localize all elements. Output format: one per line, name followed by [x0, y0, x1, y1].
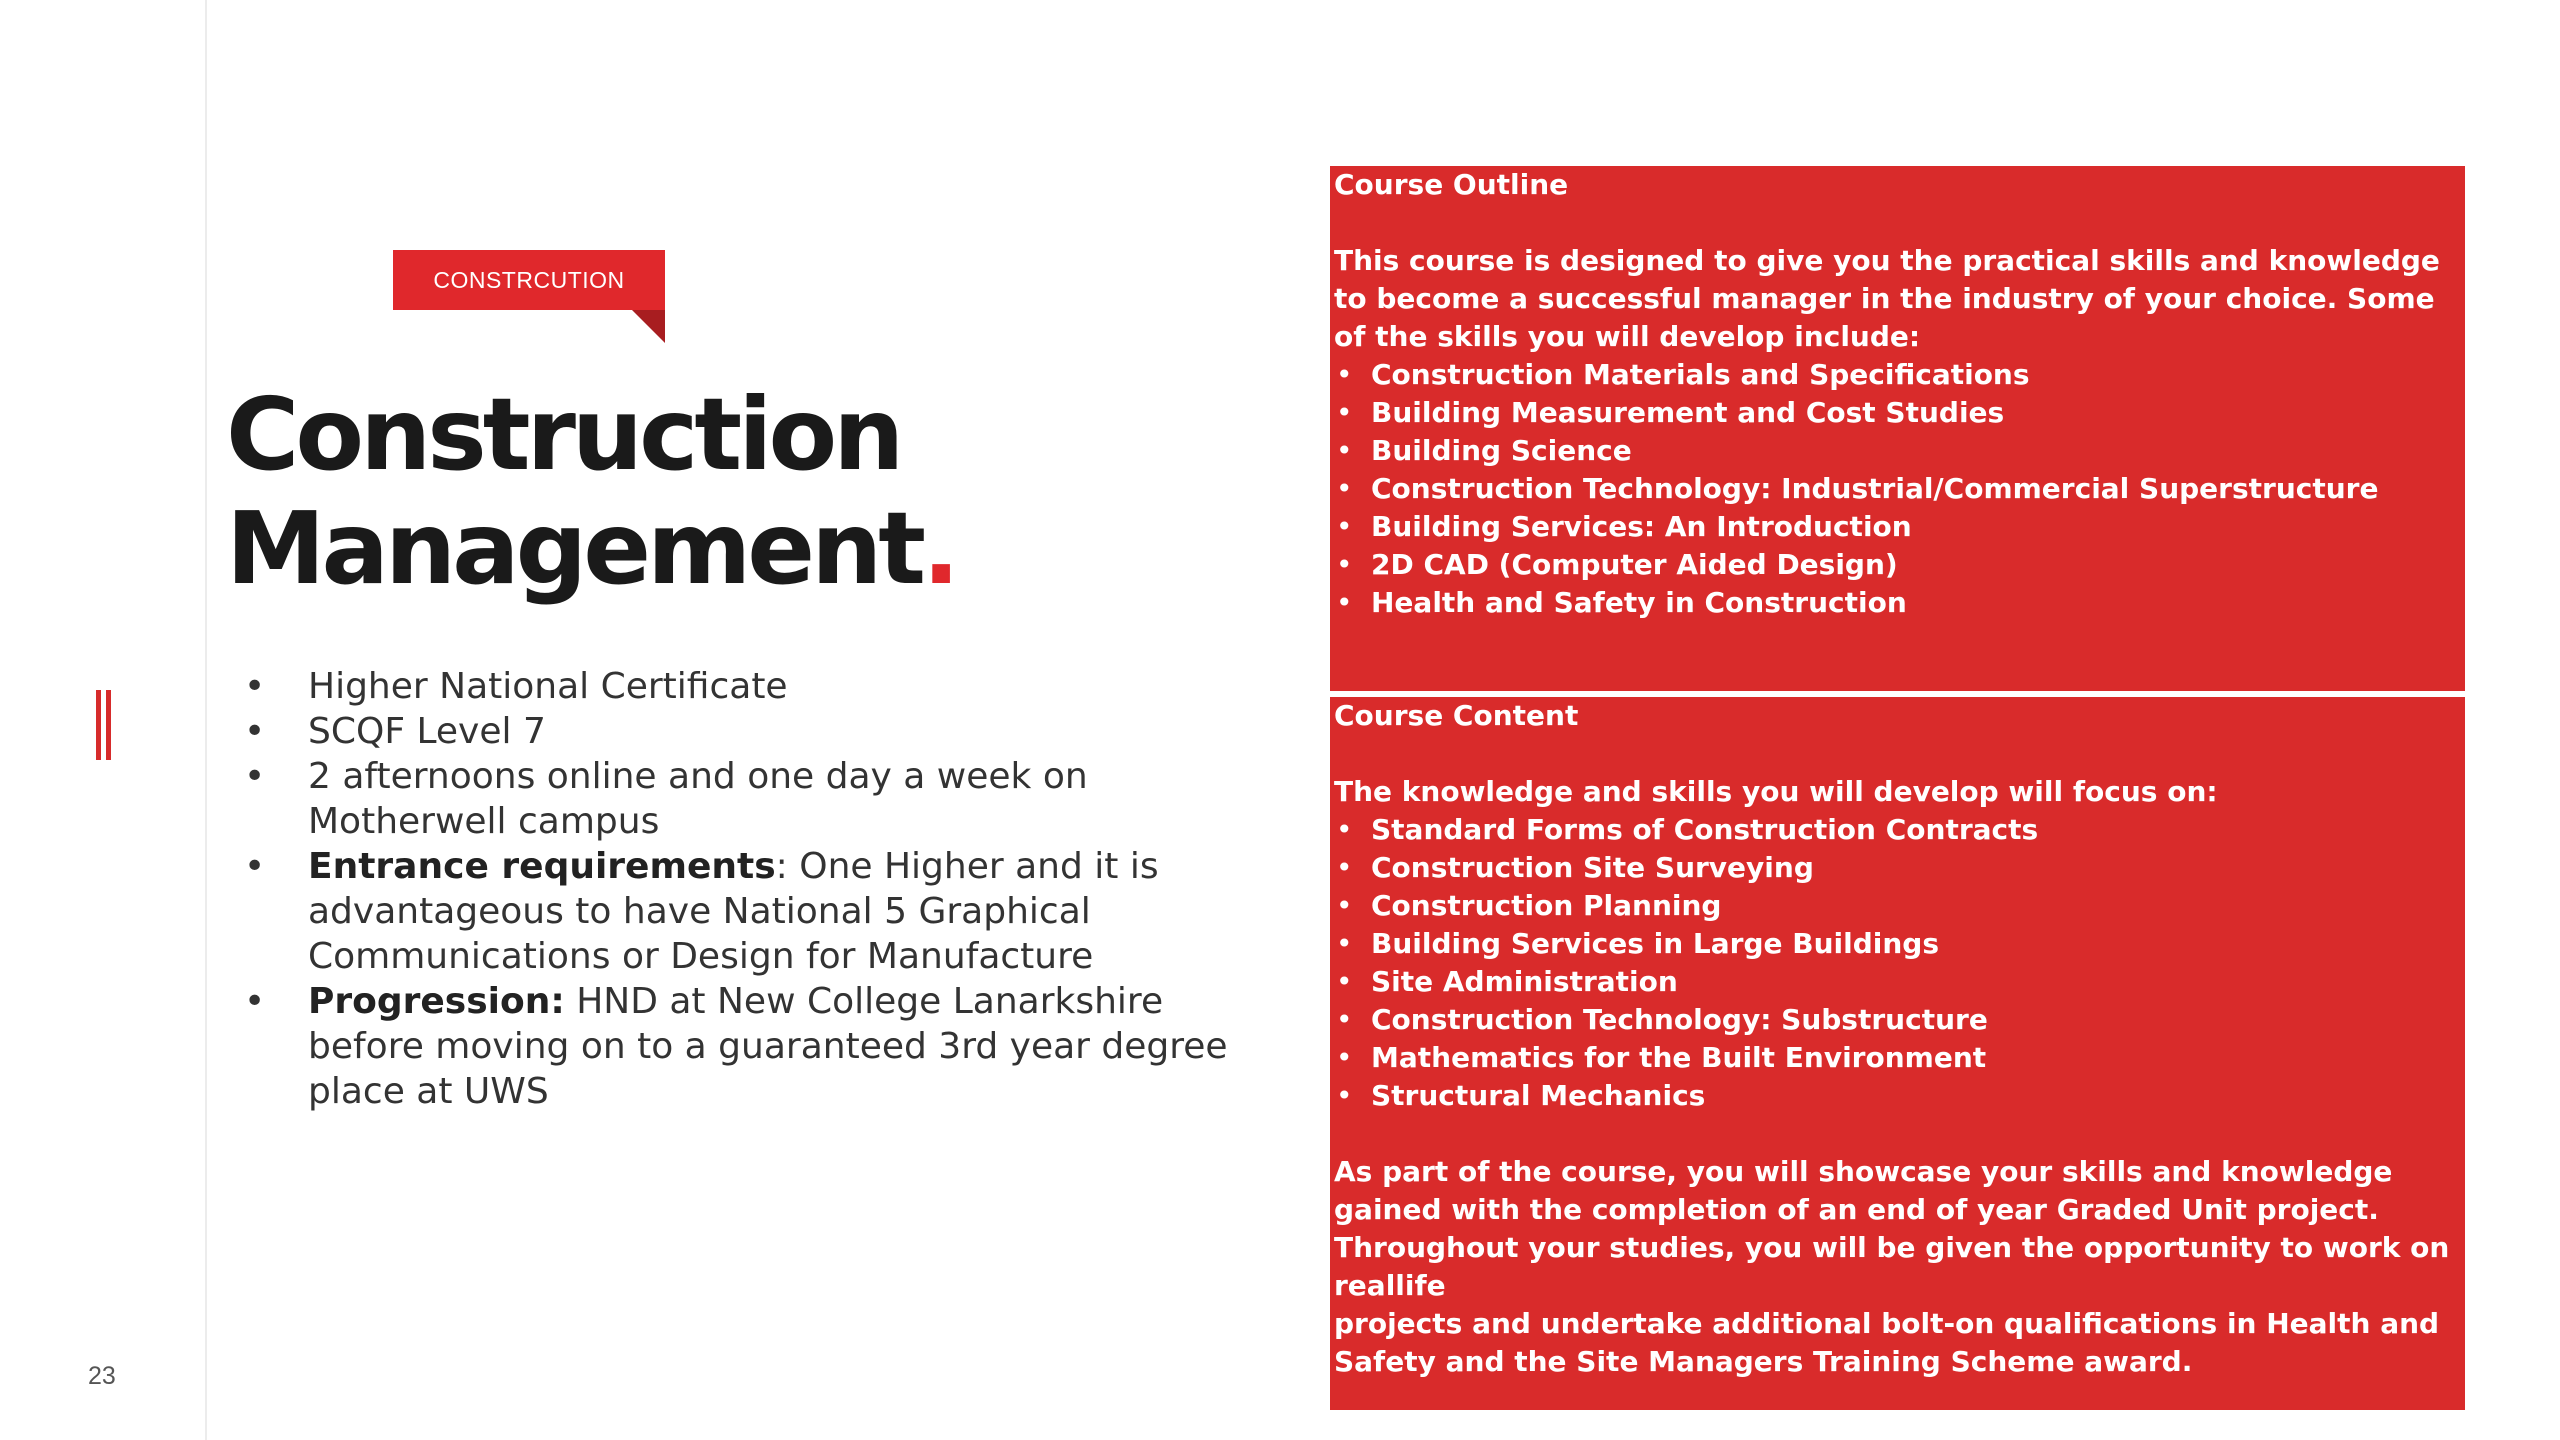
detail-item: • Progression: HND at New College Lanarkshire before moving on to a guaranteed 3rd year degree place at UWS [238, 979, 1238, 1114]
list-item: • Construction Materials and Specifications [1334, 356, 2465, 394]
list-item: • Building Measurement and Cost Studies [1334, 394, 2465, 432]
list-item: • Building Science [1334, 432, 2465, 470]
list-item: • Building Services in Large Buildings [1334, 925, 2465, 963]
page-number: 23 [88, 1362, 116, 1390]
list-item: • Mathematics for the Built Environment [1334, 1039, 2465, 1077]
list-item: • Structural Mechanics [1334, 1077, 2465, 1115]
course-content-panel [1330, 697, 2465, 1410]
category-tag-fold [632, 310, 665, 343]
course-content-heading: Course Content [1334, 699, 1579, 732]
course-content-list [1334, 811, 2465, 1115]
list-item: • Construction Technology: Industrial/Commercial Superstructure [1334, 470, 2465, 508]
course-outline-intro: This course is designed to give you the practical skills and knowledge to become a successful manager in the industry of your choice. Some of the skills you will develop include: [1334, 244, 2440, 353]
category-tag: CONSTRCUTION [393, 250, 665, 310]
list-item: • Construction Planning [1334, 887, 2465, 925]
list-item: • Standard Forms of Construction Contracts [1334, 811, 2465, 849]
detail-item: • 2 afternoons online and one day a week on Motherwell campus [238, 754, 1238, 844]
list-item: • Site Administration [1334, 963, 2465, 1001]
list-item: • Health and Safety in Construction [1334, 584, 2465, 622]
course-outline-list [1334, 356, 2465, 622]
course-content-intro: The knowledge and skills you will develop will focus on: [1334, 775, 2218, 808]
list-item: • 2D CAD (Computer Aided Design) [1334, 546, 2465, 584]
course-content-closing-3: projects and undertake additional bolt-on qualifications in Health and Safety and the Site Managers Training Scheme award. [1334, 1307, 2440, 1378]
course-outline-heading: Course Outline [1334, 168, 1569, 201]
course-outline-panel [1330, 166, 2465, 691]
list-item: • Construction Site Surveying [1334, 849, 2465, 887]
course-details-list [238, 664, 1238, 1114]
title-line-1: Construction [226, 376, 901, 493]
detail-item: • SCQF Level 7 [238, 709, 1238, 754]
list-item: • Construction Technology: Substructure [1334, 1001, 2465, 1039]
detail-item: • Entrance requirements: One Higher and it is advantageous to have National 5 Graphical Communications or Design for Manufacture [238, 844, 1238, 979]
course-content-closing-1: As part of the course, you will showcase your skills and knowledge gained with the completion of an end of year Graded Unit project. [1334, 1155, 2393, 1226]
title-line-2: Management [226, 490, 923, 607]
title-dot: . [922, 490, 957, 607]
left-divider [205, 0, 207, 1440]
course-content-closing-2: Throughout your studies, you will be given the opportunity to work on reallife [1334, 1231, 2450, 1302]
side-accent-marks [96, 690, 114, 760]
page-title [226, 378, 956, 606]
detail-item: • Higher National Certificate [238, 664, 1238, 709]
list-item: • Building Services: An Introduction [1334, 508, 2465, 546]
